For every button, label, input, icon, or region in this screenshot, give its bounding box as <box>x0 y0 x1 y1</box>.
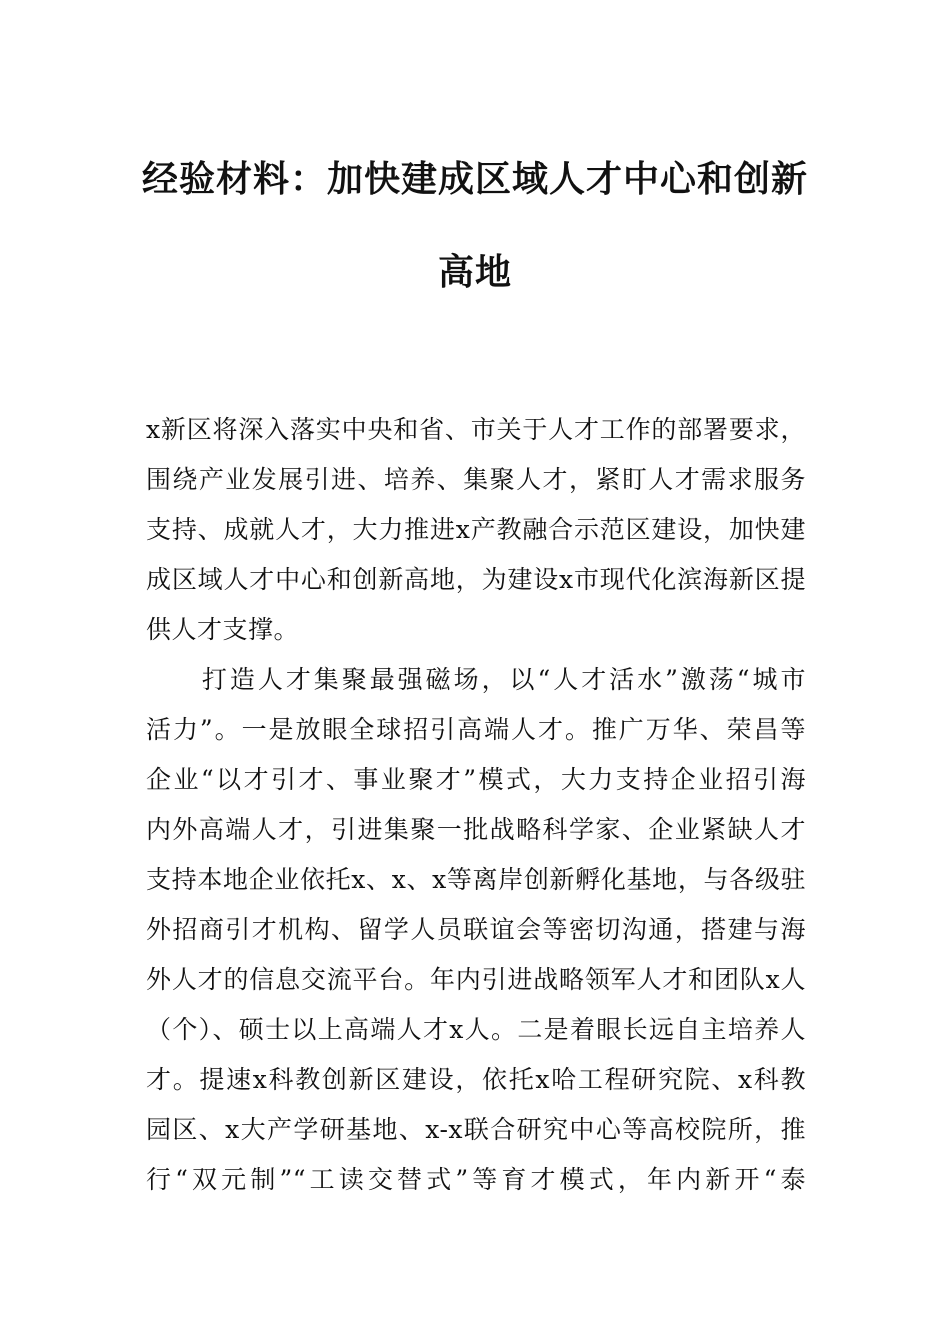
body-line: 供人才支撑。 <box>146 615 300 644</box>
body-line: 园区、x大产学研基地、x-x联合研究中心等高校院所，推 <box>146 1115 806 1144</box>
body-line: 企业“以才引才、事业聚才”模式，大力支持企业招引海 <box>146 765 806 794</box>
body-line: 内外高端人才，引进集聚一批战略科学家、企业紧缺人才 <box>146 815 806 844</box>
body-line: 打造人才集聚最强磁场，以“人才活水”激荡“城市 <box>146 665 806 694</box>
body-line: 活力”。一是放眼全球招引高端人才。推广万华、荣昌等 <box>146 715 806 744</box>
body-line: 外人才的信息交流平台。年内引进战略领军人才和团队x人 <box>146 965 806 994</box>
body-line: x新区将深入落实中央和省、市关于人才工作的部署要求， <box>146 415 806 444</box>
body-line: 支持、成就人才，大力推进x产教融合示范区建设，加快建 <box>146 515 806 544</box>
body-line: 成区域人才中心和创新高地，为建设x市现代化滨海新区提 <box>146 565 806 594</box>
document-body <box>146 405 806 1205</box>
body-line: （个）、硕士以上高端人才x人。二是着眼长远自主培养人 <box>146 1015 806 1044</box>
body-line: 支持本地企业依托x、x、x等离岸创新孵化基地，与各级驻 <box>146 865 806 894</box>
body-line: 围绕产业发展引进、培养、集聚人才，紧盯人才需求服务 <box>146 465 806 494</box>
document-title-line-2: 高地 <box>437 252 512 293</box>
body-line: 行“双元制”“工读交替式”等育才模式，年内新开“泰 <box>146 1165 806 1194</box>
document-title-line-1: 经验材料：加快建成区域人才中心和创新 <box>141 159 808 200</box>
body-line: 外招商引才机构、留学人员联谊会等密切沟通，搭建与海 <box>146 915 806 944</box>
body-line: 才。提速x科教创新区建设，依托x哈工程研究院、x科教 <box>146 1065 806 1094</box>
